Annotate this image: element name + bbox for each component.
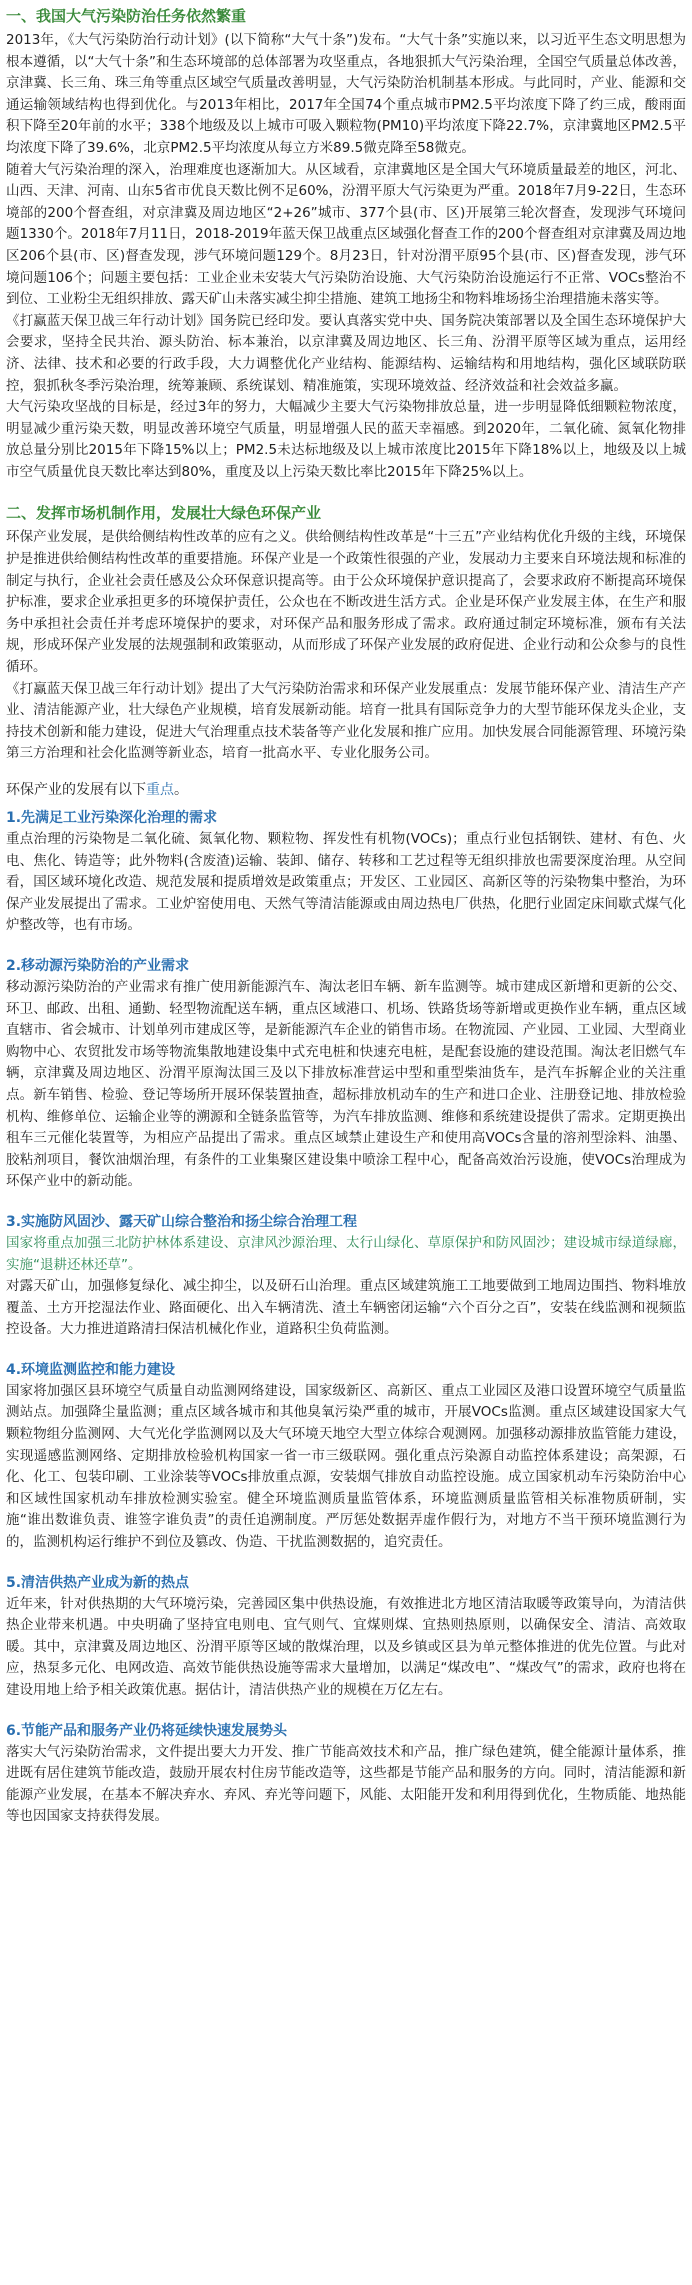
focus-item-heading: 3.实施防风固沙、露天矿山综合整治和扬尘综合治理工程: [6, 1213, 358, 1230]
focus-item-text: 近年来，针对供热期的大气环境污染，完善园区集中供热设施，有效推进北方地区清洁取暖等政策导向，为清洁供热企业带来机遇。中央明确了坚持宜电则电、宜气则气、宜煤则煤、宜热则热原则，以确保安全、清洁、高效取暖。其中，京津冀及周边地区、汾渭平原等区域的散煤治理，以及乡镇或区县为单元整体推进的优先位置。与此对应，热泵多元化、电网改造、高效节能供热设施等需求大量增加，以满足“煤改电”、“煤改气”的需求，政府也将在建设用地上给予相关政策优惠。据估计，清洁供热产业的规模在万亿左右。: [6, 1595, 686, 1698]
focus-item-heading: 4.环境监测监控和能力建设: [6, 1361, 176, 1378]
focus-item-heading: 2.移动源污染防治的产业需求: [6, 957, 190, 974]
focus-item-text: 移动源污染防治的产业需求有推广使用新能源汽车、淘汰老旧车辆、新车监测等。城市建成区新增和更新的公交、环卫、邮政、出租、通勤、轻型物流配送车辆，重点区域港口、机场、铁路货场等新增或更换作业车辆，重点区域直辖市、省会城市、计划单列市建成区等，是新能源汽车企业的销售市场。在物流园、产业园、工业园、大型商业购物中心、农贸批发市场等物流集散地建设集中式充电桩和快速充电桩，是配套设施的建设范围。淘汰老旧燃气车辆，京津冀及周边地区、汾渭平原淘汰国三及以下排放标准营运中型和重型柴油货车，是汽车拆解企业的关注重点。新车销售、检验、登记等场所开展环保装置抽查，超标排放机动车的生产和进口企业、注册登记地、排放检验机构、维修单位、运输企业等的溯源和全链条监管等，为汽车排放监测、维修和系统建设提供了需求。定期更换出租车三元催化装置等，为相应产品提出了需求。重点区域禁止建设生产和使用高VOCs含量的溶剂型涂料、油墨、胶粘剂项目，餐饮油烟治理，有条件的工业集聚区建设集中喷涂工程中心，配备高效治污设施，使VOCs治理成为环保产业中的新动能。: [6, 978, 686, 1190]
focus-lead-highlight: 重点: [146, 782, 174, 798]
section-heading-1: 一、我国大气污染防治任务依然繁重: [6, 7, 247, 25]
focus-lead-text: 环保产业的发展有以下: [6, 782, 146, 798]
focus-item-text: 落实大气污染防治需求，文件提出要大力开发、推广节能高效技术和产品，推广绿色建筑，健全能源计量体系，推进既有居住建筑节能改造，鼓励开展农村住房节能改造等，这些都是节能产品和服务的方向。同时，清洁能源和新能源产业发展，在基本不解决弃水、弃风、弃光等问题下，风能、太阳能开发和利用得到优化，生物质能、地热能等也因国家支持获得发展。: [6, 1743, 686, 1825]
focus-item-heading: 6.节能产品和服务产业仍将延续快速发展势头: [6, 1722, 288, 1739]
focus-item-text: 对露天矿山，加强修复绿化、减尘抑尘，以及研石山治理。重点区域建筑施工工地要做到工地周边围挡、物料堆放覆盖、土方开挖湿法作业、路面硬化、出入车辆清洗、渣土车辆密闭运输“六个百分之百”，安装在线监测和视频监控设备。大力推进道路清扫保洁机械化作业，道路积尘负荷监测。: [6, 1278, 686, 1338]
paragraph: 《打赢蓝天保卫战三年行动计划》国务院已经印发。要认真落实党中央、国务院决策部署以及全国生态环境保护大会要求，坚持全民共治、源头防治、标本兼治，以京津冀及周边地区、长三角、汾渭平原等区域为重点，运用经济、法律、技术和必要的行政手段，大力调整优化产业结构、能源结构、运输结构和用地结构，强化区域联防联控，狠抓秋冬季污染治理，统筹兼顾、系统谋划、精准施策，实现环境效益、经济效益和社会效益多赢。: [6, 312, 686, 394]
paragraph: 《打赢蓝天保卫战三年行动计划》提出了大气污染防治需求和环保产业发展重点：发展节能环保产业、清洁生产产业、清洁能源产业，壮大绿色产业规模，培育发展新动能。培育一批具有国际竞争力的大型节能环保龙头企业，支持技术创新和能力建设，促进大气治理重点技术装备等产业化发展和推广应用。加快发展合同能源管理、环境污染第三方治理和社会化监测等新业态，培育一批高水平、专业化服务公司。: [6, 680, 686, 762]
section-heading-2: 二、发挥市场机制作用，发展壮大绿色环保产业: [6, 504, 322, 523]
paragraph: 大气污染攻坚战的目标是，经过3年的努力，大幅减少主要大气污染物排放总量，进一步明显降低细颗粒物浓度，明显减少重污染天数，明显改善环境空气质量，明显增强人民的蓝天幸福感。到2020年，二氧化硫、氮氧化物排放总量分别比2015年下降15%以上；PM2.5未达标地级及以上城市浓度比2015年下降18%以上，地级及以上城市空气质量优良天数比率达到80%，重度及以上污染天数比率比2015年下降25%以上。: [6, 399, 686, 480]
paragraph: 随着大气污染治理的深入，治理难度也逐渐加大。从区域看，京津冀地区是全国大气环境质量最差的地区，河北、山西、天津、河南、山东5省市优良天数比例不足60%，汾渭平原大气污染更为严重。2018年7月9-22日，生态环境部的200个督查组，对京津冀及周边地区“2+26”城市、377个县(市、区)开展第三轮次督查，发现涉气环境问题1330个。2018年7月11日，2018-2019年蓝天保卫战重点区域强化督查工作的200个督查组对京津冀及周边地区206个县(市、区)督查发现，涉气环境问题129个。8月23日，针对汾渭平原95个县(市、区)督查发现，涉气环境问题106个；问题主要包括：工业企业未安装大气污染防治设施、大气污染防治设施运行不正常、VOCs整治不到位、工业粉尘无组织排放、露天矿山未落实减尘抑尘措施、建筑工地扬尘和物料堆场扬尘治理措施未落实等。: [6, 161, 686, 308]
focus-lead-end: 。: [174, 782, 188, 798]
paragraph: 2013年，《大气污染防治行动计划》(以下简称“大气十条”)发布。“大气十条”实施以来，以习近平生态文明思想为根本遵循，以“大气十条”和生态环境部的总体部署为攻坚重点，各地狠抓大气污染治理，全国空气质量总体改善，京津冀、长三角、珠三角等重点区域空气质量改善明显，大气污染防治机制基本形成。与此同时，产业、能源和交通运输领域结构也得到优化。与2013年相比，2017年全国74个重点城市PM2.5平均浓度下降了约三成，酸雨面积下降至20年前的水平；338个地级及以上城市可吸入颗粒物(PM10)平均浓度下降22.7%，京津冀地区PM2.5平均浓度下降了39.6%，北京PM2.5平均浓度从每立方米89.5微克降至58微克。: [6, 32, 686, 156]
focus-item-text: 重点治理的污染物是二氧化硫、氮氧化物、颗粒物、挥发性有机物(VOCs)；重点行业包括钢铁、建材、有色、火电、焦化、铸造等；此外物料(含废渣)运输、装卸、储存、转移和工艺过程等无组织排放也需要深度治理。从空间看，国区域环境化改造、规范发展和提质增效是政策重点；开发区、工业园区、高新区等的污染物集中整治，为环保产业发展提出了需求。工业炉窑使用电、天然气等清洁能源或由周边热电厂供热，化肥行业固定床间歇式煤气化炉整改等，也有市场。: [6, 831, 686, 934]
focus-item-heading: 5.清洁供热产业成为新的热点: [6, 1574, 190, 1591]
paragraph: 环保产业发展，是供给侧结构性改革的应有之义。供给侧结构性改革是“十三五”产业结构优化升级的主线，环境保护是推进供给侧结构性改革的重要措施。环保产业是一个政策性很强的产业，发展动力主要来自环境法规和标准的制定与执行，企业社会责任感及公众环保意识提高等。由于公众环境保护意识提高了，会要求政府不断提高环境保护标准，要求企业承担更多的环境保护责任，公众也在不断改进生活方式。企业是环保产业发展主体，在生产和服务中承担社会责任并考虑环境保护的要求，对环保产品和服务形成了需求。政府通过制定环境标准，颁布有关法规，形成环保产业发展的法规强制和政策驱动，从而形成了环保产业发展的政府促进、企业行动和公众参与的良性循环。: [6, 529, 686, 676]
focus-item-text-green: 国家将重点加强三北防护林体系建设、京津风沙源治理、太行山绿化、草原保护和防风固沙；建设城市绿道绿廊，实施“退耕还林还草”。: [6, 1234, 686, 1273]
focus-item-text: 国家将加强区县环境空气质量自动监测网络建设，国家级新区、高新区、重点工业园区及港口设置环境空气质量监测站点。加强降尘量监测；重点区域各城市和其他臭氧污染严重的城市，开展VOCs监测。重点区域建设国家大气颗粒物组分监测网、大气光化学监测网以及大气环境天地空大型立体综合观测网。加强移动源排放监管能力建设，实现遥感监测网络、定期排放检验机构国家一省一市三级联网。强化重点污染源自动监控体系建设；高架源，石化、化工、包装印刷、工业涂装等VOCs排放重点源，安装烟气排放自动监控设施。成立国家机动车污染防治中心和区域性国家机动车排放检测实验室。健全环境监测质量监管体系，环境监测质量监管相关标准物质研制，实施“谁出数谁负责、谁签字谁负责”的责任追溯制度。严厉惩处数据弄虚作假行为，对地方不当干预环境监测行为的，监测机构运行维护不到位及篡改、伪造、干扰监测数据的，追究责任。: [6, 1382, 686, 1551]
focus-lead: [6, 779, 686, 801]
focus-item-heading: 1.先满足工业污染深化治理的需求: [6, 810, 218, 826]
